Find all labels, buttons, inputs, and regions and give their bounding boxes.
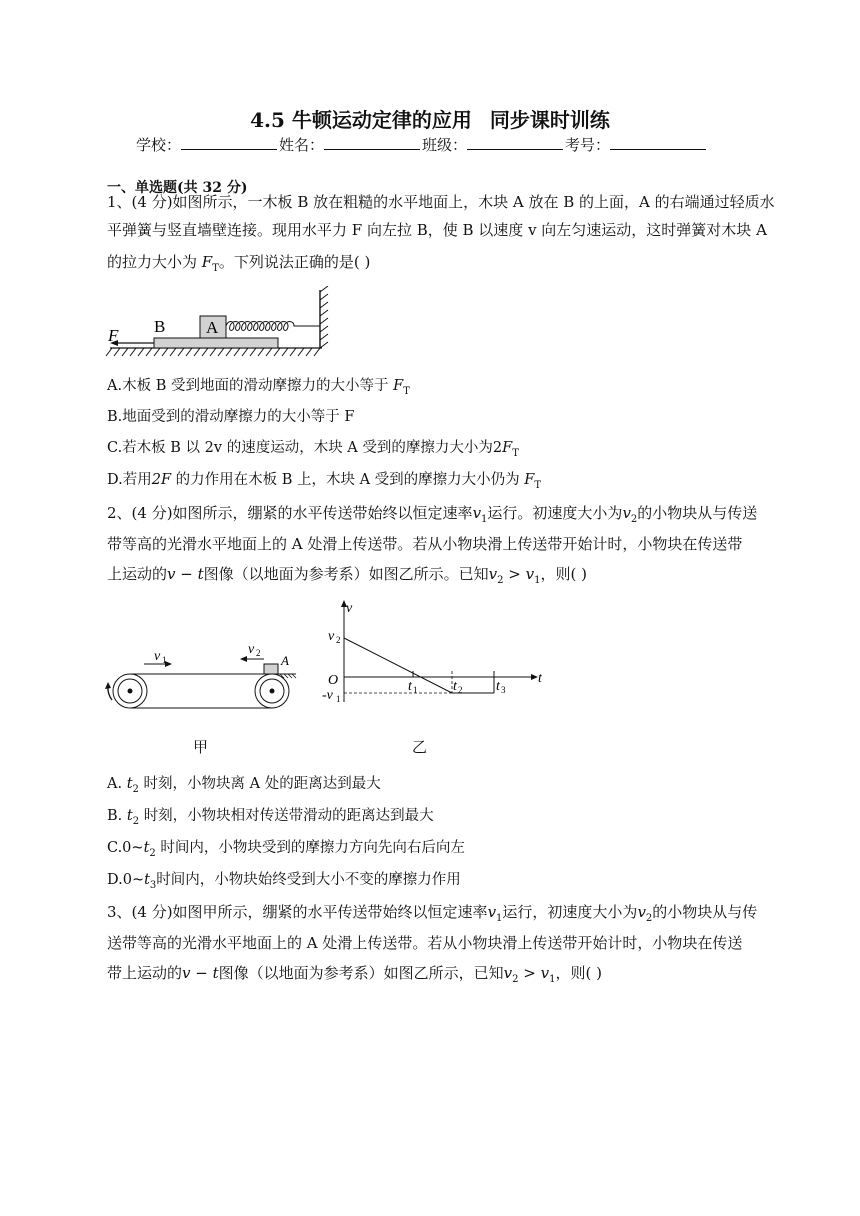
svg-text:1: 1 — [413, 685, 418, 695]
wall-hatch — [320, 286, 328, 348]
q3-line1: 3、(4 分)如图甲所示，绷紧的水平传送带始终以恒定速率$v_1$运行，初速度大小为$v_2$的小物块从与传 — [107, 903, 758, 924]
q2-option-d[interactable]: $D.0\sim t_3$时间内，小物块始终受到大小不变的摩擦力作用 — [107, 872, 461, 891]
q1-option-c[interactable] — [107, 436, 519, 459]
cond-symbol: v — [488, 565, 498, 583]
q1-option-c-text: C.若木板 B 以 2v 的速度运动，木块 A 受到的摩擦力大小为 — [107, 440, 493, 456]
v1-label: v — [154, 649, 161, 664]
v2-label-sub: 2 — [256, 648, 261, 658]
board-b-label: B — [154, 317, 166, 336]
title-main: 4.5 牛顿运动定律的应用 — [250, 108, 472, 132]
block-a-label: A — [206, 318, 219, 337]
ft-sub: T — [212, 263, 219, 274]
q2-line1b: 运行。初速度大小为 — [487, 504, 623, 522]
q1-option-b[interactable]: B.地面受到的滑动摩擦力的大小等于 F — [107, 409, 355, 425]
q2-line3: 上运动的v − t图像（以地面为参考系）如图乙所示。已知$v_2 > v_1$，则( ) — [107, 565, 587, 586]
ft-symbol: F — [524, 472, 535, 488]
q2-line3c: ，则( ) — [540, 565, 587, 583]
q2-line1c: 的小物块从与传送 — [637, 504, 758, 522]
v2-symbol: v — [622, 504, 631, 522]
id-blank[interactable] — [610, 135, 706, 150]
q3-line3: 带上运动的v − t图像（以地面为参考系）如图乙所示，已知$v_2 > v_1$，则( ) — [107, 964, 602, 985]
q3-line2: 送带等高的光滑水平地面上的 A 处滑上传送带。若从小物块滑上传送带开始计时，小物块在传送 — [107, 934, 743, 952]
q2-line1a: 2、(4 分)如图所示，绷紧的水平传送带始终以恒定速率 — [107, 504, 473, 522]
ft-sub: T — [403, 385, 410, 397]
q1-option-a[interactable] — [107, 374, 410, 397]
q3-line3b: 图像（以地面为参考系）如图乙所示，已知 — [218, 964, 504, 982]
name-blank[interactable] — [324, 135, 420, 150]
q2-line3b: 图像（以地面为参考系）如图乙所示。已知 — [203, 565, 489, 583]
q2-line3a: 上运动的 — [107, 565, 168, 583]
svg-text:1: 1 — [336, 694, 341, 704]
two-f-symbol: 2F — [151, 472, 172, 488]
q1-line3 — [107, 251, 370, 274]
q1-line1: 1、(4 分)如图所示，一木板 B 放在粗糙的水平地面上，木块 A 放在 B 的上面，A 的右端通过轻质水 — [107, 193, 775, 211]
svg-text:2: 2 — [458, 685, 463, 695]
q3-line1a: 3、(4 分)如图甲所示，绷紧的水平传送带始终以恒定速率 — [107, 903, 488, 921]
force-label: F — [108, 326, 119, 345]
q1-figure-board-spring — [100, 286, 340, 358]
q1-option-d[interactable] — [107, 468, 541, 491]
ground-hatch — [106, 348, 320, 356]
q1-option-a-text: A.木板 B 受到地面的滑动摩擦力的大小等于 — [107, 378, 389, 394]
section-heading: 一、单选题(共 32 分) — [107, 180, 248, 196]
v-axis-label: v — [346, 601, 353, 616]
id-label: 考号： — [565, 136, 611, 154]
vt-symbol: v − t — [182, 964, 219, 982]
spring — [226, 322, 320, 331]
ft-symbol: F — [502, 440, 513, 456]
v1-sub: 1 — [481, 514, 488, 525]
q3-line3c: ，则( ) — [555, 964, 602, 982]
minus-v1-label: -v — [322, 688, 333, 703]
v2-tick-label: v — [328, 629, 335, 644]
t-axis-label: t — [538, 671, 542, 686]
student-info-line — [136, 134, 708, 155]
q1-option-d-text2: 的力作用在木板 B 上，木块 A 受到的摩擦力大小仍为 — [175, 472, 520, 488]
class-blank[interactable] — [467, 135, 563, 150]
q2-option-a[interactable]: A. $t_2$ 时刻，小物块离 A 处的距离达到最大 — [107, 776, 381, 795]
q2-option-c-text: 时间内，小物块受到的摩擦力方向先向右后向左 — [160, 840, 465, 856]
two-factor: 2 — [492, 440, 503, 456]
vt-line-decel — [344, 638, 452, 693]
small-block — [264, 664, 278, 674]
ft-sub: T — [534, 479, 542, 491]
q2-option-b[interactable]: B. $t_2$ 时刻，小物块相对传送带滑动的距离达到最大 — [107, 808, 434, 827]
t3-label: t — [496, 679, 500, 694]
title-sub: 同步课时训练 — [489, 108, 610, 132]
q2-option-d-text: 时间内，小物块始终受到大小不变的摩擦力作用 — [156, 872, 461, 888]
q3-line3a: 带上运动的 — [107, 964, 183, 982]
school-blank[interactable] — [181, 135, 277, 150]
t2-label: t — [453, 679, 457, 694]
page-title — [0, 104, 860, 133]
q2-line1 — [107, 502, 757, 525]
svg-text:2: 2 — [336, 635, 341, 645]
q2-option-c[interactable]: $C.0\sim t_2$ 时间内，小物块受到的摩擦力方向先向右后向左 — [107, 840, 465, 859]
class-label: 班级： — [422, 136, 468, 154]
q2-line2: 带等高的光滑水平地面上的 A 处滑上传送带。若从小物块滑上传送带开始计时，小物块在传送带 — [107, 535, 743, 553]
v1-label-sub: 1 — [162, 655, 167, 665]
school-label: 学校： — [136, 136, 182, 154]
q1-option-d-text: D.若用 — [107, 472, 152, 488]
name-label: 姓名： — [279, 136, 325, 154]
v2-sub: 2 — [630, 514, 638, 525]
ft-symbol: F — [201, 253, 213, 271]
v2-label: v — [248, 642, 255, 657]
point-a-label: A — [281, 653, 289, 668]
q1-line3a: 的拉力大小为 — [107, 253, 198, 271]
t1-label: t — [408, 679, 412, 694]
q1-line2: 平弹簧与竖直墙壁连接。现用水平力 F 向左拉 B，使 B 以速度 v 向左匀速运动，这时弹簧对木块 A — [107, 221, 767, 239]
q2-option-b-text: 时刻，小物块相对传送带滑动的距离达到最大 — [143, 808, 434, 824]
q1-line3b: 。下列说法正确的是( ) — [218, 253, 371, 271]
ft-sub: T — [512, 447, 519, 459]
v1-symbol: v — [472, 504, 482, 522]
ft-symbol: F — [393, 378, 404, 394]
board-b — [154, 338, 278, 348]
origin-label: O — [328, 673, 339, 688]
vt-symbol: v − t — [167, 565, 204, 583]
q3-line1b: 运行，初速度大小为 — [502, 903, 638, 921]
q3-line1c: 的小物块从与传 — [652, 903, 758, 921]
fig-jia-conveyor — [100, 636, 300, 716]
fig-yi-caption: 乙 — [412, 738, 428, 756]
fig-jia-caption: 甲 — [193, 738, 209, 756]
q2-option-a-text: 时刻，小物块离 A 处的距离达到最大 — [143, 776, 381, 792]
svg-text:3: 3 — [501, 685, 506, 695]
fig-yi-vt-graph — [318, 598, 548, 706]
